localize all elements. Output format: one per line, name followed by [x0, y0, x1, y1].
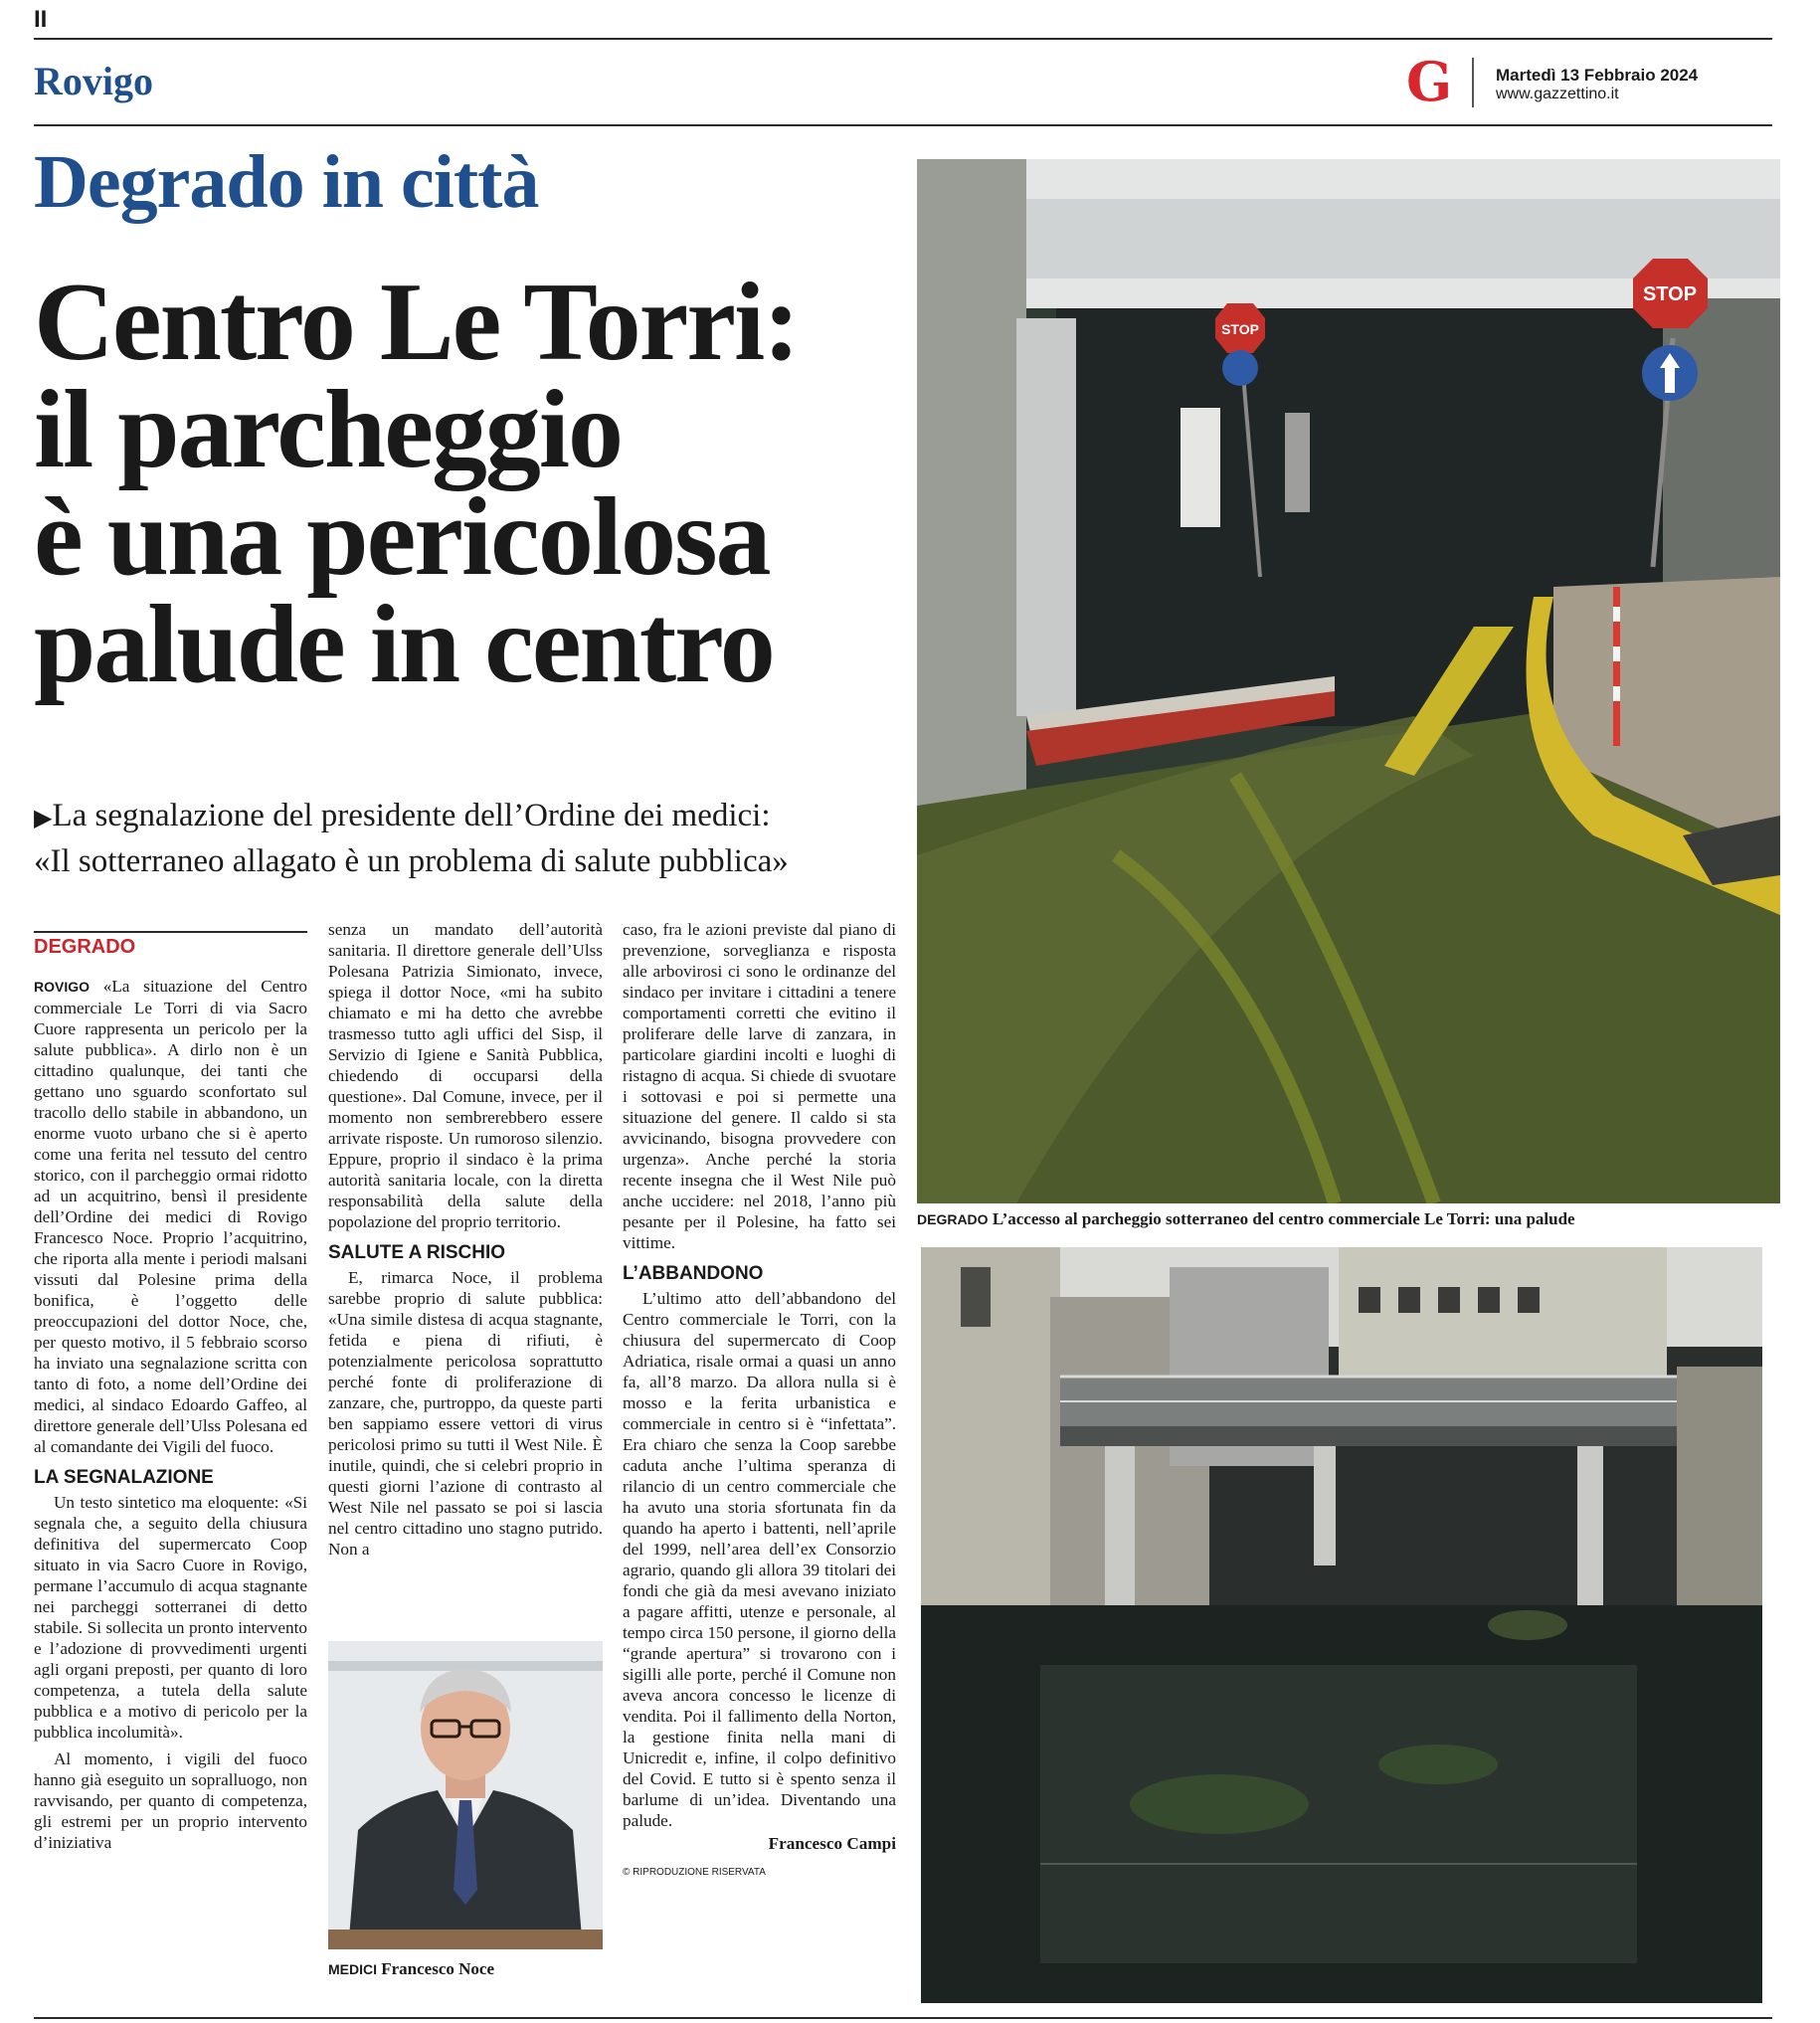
stop-sign-label: STOP [1642, 283, 1698, 305]
dateline: ROVIGO [34, 979, 91, 995]
article-column-1 [34, 937, 307, 1853]
paragraph: caso, fra le azioni previste dal piano di prevenzione, sorveglianza e risposta alle arbovirosi ci sono le ordinanze del sindaco per invitare i cittadini a tenere comportamenti corretti che evitino il proliferare delle larve di zanzara, in particolare giardini incolti e luoghi di ristagno di acqua. Si chiede di svuotare i sottovasi e poi si permette una situazione del genere. Il caldo si sta avvicinando, bisogna provvedere con urgenza». Anche perché la storia recente insegna che il West Nile può anche uccidere: nel 2018, l’anno più pesante per il Polesine, ha fatto sei vittime. [623, 920, 896, 1252]
paragraph: L’ultimo atto dell’abbandono del Centro commerciale le Torri, con la chiusura del supermercato di Coop Adriatica, risale ormai a quasi un anno fa, all’8 marzo. Da allora nulla si è mosso e la ferita urbanistica e commerciale in centro si è “infettata”. Era chiaro che senza la Coop sarebbe caduta anche l’ultima speranza di rilancio di un centro commerciale che ha avuto una storia sfortunata fin da quando ha aperto i battenti, nell’aprile del 1999, nell’area dell’ex Consorzio agrario, quando gli allora 39 titolari dei fondi che già da mesi avevano iniziato a pagare affitti, utenze e personale, al tempo circa 150 persone, il giorno della “grande apertura” si trovarono con i sigilli alle porte, perché il Comune non aveva ancora concesso le licenze di vendita. Poi il fallimento della Norton, la gestione finita nella mani di Unicredit e, infine, il colpo definitivo del Covid. E tutto si è spento senza il barlume di un’idea. Diventando una palude. [623, 1289, 896, 1830]
portrait-photo [328, 1641, 603, 1949]
headline-line: è una pericolosa [34, 475, 770, 599]
caption-text: Francesco Noce [381, 1959, 495, 1978]
article-column-2 [328, 919, 603, 1560]
portrait-caption [328, 1959, 607, 1979]
flooded-basement-photo [921, 1247, 1762, 2003]
headline-line: Centro Le Torri: [34, 261, 799, 384]
page-number-mark: II [34, 6, 48, 33]
headline-line: il parcheggio [34, 368, 623, 491]
gazzettino-logo: G [1406, 50, 1453, 113]
copyright-notice: © RIPRODUZIONE RISERVATA [623, 1867, 766, 1878]
paragraph: senza un mandato dell’autorità sanitaria. Il direttore generale dell’Ulss Polesana Patrizia Simionato, invece, spiega il dottor Noce, «mi ha subito chiamato e mi ha detto che avrebbe trasmesso tutto agli uffici del Sisp, il Servizio di Igiene e Sanità Pubblica, chiedendo di occuparsi della questione». Dal Comune, invece, per il momento non sembrerebbero essere arrivate risposte. Un rumoroso silenzio. Eppure, proprio il sindaco è la prima autorità sanitaria locale, con la diretta responsabilità della salute della popolazione del proprio territorio. [328, 920, 603, 1231]
section-title: Rovigo [34, 59, 153, 103]
article-headline [34, 261, 909, 706]
subhead-line: «Il sotterraneo allagato è un problema di salute pubblica» [34, 843, 789, 879]
subheading: L’ABBANDONO [623, 1263, 764, 1284]
caption-text: L’accesso al parcheggio sotterraneo del centro commerciale Le Torri: una palude [992, 1209, 1575, 1228]
issue-date: Martedì 13 Febbraio 2024 [1496, 66, 1699, 85]
top-rule [34, 38, 1772, 40]
basement-illustration [921, 1247, 1762, 2003]
article-subhead [34, 794, 909, 883]
paragraph: Un testo sintetico ma eloquente: «Si segnala che, a seguito della chiusura definitiva del supermercato Coop situato in via Sacro Cuore in Rovigo, permane l’accumulo di acqua stagnante nei parcheggi sotterranei di detto stabile. Si sollecita un pronto intervento e l’adozione di provvedimenti urgenti agli organi preposti, per quanto di loro competenza, a tutela della salute pubblica e a motivo di pericolo per la pubblica incolumità». [34, 1493, 307, 1742]
stop-sign-label: STOP [1221, 321, 1259, 337]
paragraph: ROVIGO «La situazione del Centro commerciale Le Torri di via Sacro Cuore rappresenta un pericolo per la salute pubblica». A dirlo non è un cittadino qualunque, dei tanti che gettano uno sguardo sconfortato sul tracollo dello stabile in abbandono, un enorme vuoto urbano che si è aperto come una ferita nel tessuto del centro storico, con il parcheggio ormai ridotto ad un acquitrino, bensì il presidente dell’Ordine dei medici di Rovigo Francesco Noce. Proprio l’acquitrino, che riporta alla mente i periodi malsani vissuti dal Polesine prima della bonifica, è l’oggetto delle preoccupazioni del dottor Noce, che, per questo motivo, il 5 febbraio scorso ha inviato una segnalazione scritta con tanto di foto, a nome dell’Ordine dei medici, al sindaco Edoardo Gaffeo, al direttore generale dell’Ulss Polesana ed al comandante dei Vigili del fuoco. [34, 977, 307, 1456]
logo-divider [1472, 58, 1474, 107]
column-rule [34, 931, 307, 933]
flooded-parking-photo [917, 159, 1780, 1203]
paragraph: E, rimarca Noce, il problema sarebbe proprio di salute pubblica: «Una simile distesa di acqua stagnante, fetida e piena di rifiuti, è potenzialmente pericolosa soprattutto perché fonte di proliferazione di zanzare, che, purtroppo, da queste parti ben sappiamo essere vettori di virus pericolosi primo su tutti il West Nile. È inutile, quindi, che si celebri proprio in questi giorni l’azione di contrasto al West Nile nel passato se poi si lascia nel centro cittadino uno stagno putrido. Non a [328, 1268, 603, 1559]
subheading: LA SEGNALAZIONE [34, 1467, 214, 1488]
paragraph: Al momento, i vigili del fuoco hanno già eseguito un sopralluogo, non ravvisando, per quanto di competenza, gli estremi per un proprio intervento d’iniziativa [34, 1749, 307, 1852]
category-label: DEGRADO [34, 936, 136, 958]
bottom-rule [34, 2017, 1772, 2019]
headline-line: palude in centro [34, 583, 774, 706]
author-byline: Francesco Campi [768, 1834, 896, 1853]
article-column-3 [623, 919, 896, 1883]
article-kicker: Degrado in città [34, 140, 539, 224]
portrait-illustration [328, 1641, 603, 1949]
subhead-line: La segnalazione del presidente dell’Ordine dei medici: [52, 798, 771, 833]
masthead-rule [34, 124, 1772, 126]
caption-tag: MEDICI [328, 1961, 377, 1977]
caption-tag: DEGRADO [917, 1211, 989, 1227]
parking-illustration [917, 159, 1780, 1203]
subheading: SALUTE A RISCHIO [328, 1242, 506, 1263]
triangle-bullet-icon: ▶ [34, 804, 53, 831]
website-link[interactable]: www.gazzettino.it [1496, 86, 1619, 102]
photo-caption [917, 1209, 1780, 1229]
